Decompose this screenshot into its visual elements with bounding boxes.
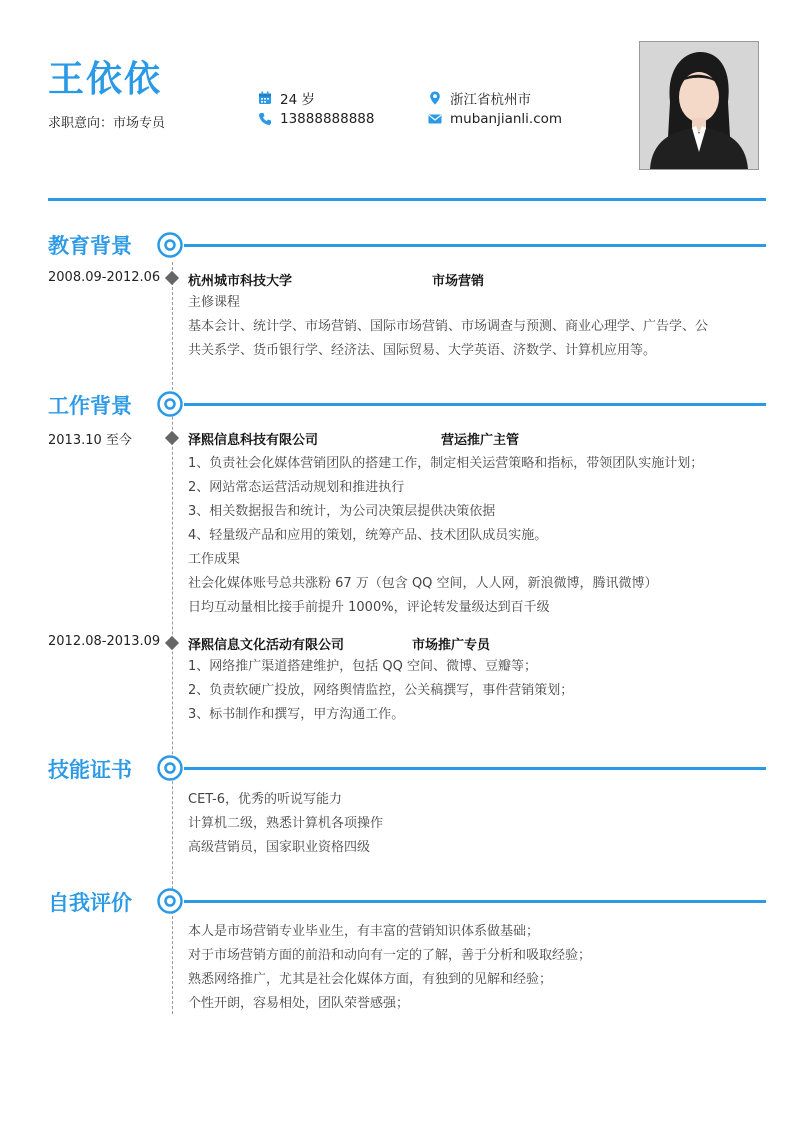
skills-ring-icon [157, 755, 183, 781]
job-2-company: 泽熙信息文化活动有限公司 [188, 638, 345, 653]
profile-photo [639, 41, 759, 170]
candidate-name: 王依依 [48, 59, 163, 100]
header-divider [48, 198, 766, 201]
self-line-2: 对于市场营销方面的前沿和动向有一定的了解，善于分析和吸取经验； [188, 948, 592, 963]
job-1-line-4: 4、轻量级产品和应用的策划，统筹产品、技术团队成员实施。 [188, 528, 548, 543]
courses-line-2: 共关系学、货币银行学、经济法、国际贸易、大学英语、济数学、计算机应用等。 [188, 343, 657, 358]
skill-2: 计算机二级，熟悉计算机各项操作 [188, 816, 384, 831]
age-text: 24 岁 [280, 92, 315, 108]
courses-line-1: 基本会计、统计学、市场营销、国际市场营销、市场调查与预测、商业心理学、广告学、公 [188, 319, 709, 334]
job-1-role: 营运推广主管 [441, 433, 520, 448]
skills-divider [184, 767, 766, 770]
skill-3: 高级营销员，国家职业资格四级 [188, 840, 371, 855]
job-1-marker [165, 431, 179, 445]
calendar-icon [258, 91, 272, 105]
education-marker [165, 271, 179, 285]
job-2-line-1: 1、网络推广渠道搭建维护，包括 QQ 空间、微博、豆瓣等； [188, 659, 538, 674]
job-1-results-title: 工作成果 [188, 552, 241, 567]
email-text: mubanjianli.com [450, 111, 563, 127]
self-line-3: 熟悉网络推广，尤其是社会化媒体方面，有独到的见解和经验； [188, 972, 553, 987]
job-1-line-1: 1、负责社会化媒体营销团队的搭建工作，制定相关运营策略和指标，带领团队实施计划； [188, 456, 704, 471]
self-ring-icon [157, 888, 183, 914]
job-2-role: 市场推广专员 [412, 638, 491, 653]
work-ring-icon [157, 391, 183, 417]
job-1-result-1: 社会化媒体账号总共涨粉 67 万（包含 QQ 空间，人人网，新浪微博，腾讯微博） [188, 576, 658, 591]
phone-text: 13888888888 [280, 111, 375, 127]
education-date: 2008.09-2012.06 [48, 270, 161, 285]
skills-title: 技能证书 [48, 758, 132, 782]
location-text: 浙江省杭州市 [450, 92, 531, 108]
location-pin-icon [428, 91, 442, 105]
skill-1: CET-6，优秀的听说写能力 [188, 792, 343, 807]
job-1-line-2: 2、网站常态运营活动规划和推进执行 [188, 480, 405, 495]
education-divider [184, 244, 766, 247]
job-1-line-3: 3、相关数据报告和统计，为公司决策层提供决策依据 [188, 504, 496, 519]
job-2-marker [165, 636, 179, 650]
job-2-line-3: 3、标书制作和撰写，甲方沟通工作。 [188, 707, 405, 722]
self-divider [184, 900, 766, 903]
job-2-date: 2012.08-2013.09 [48, 634, 161, 649]
education-school: 杭州城市科技大学 [188, 274, 293, 289]
email-info [428, 111, 562, 127]
self-line-1: 本人是市场营销专业毕业生，有丰富的营销知识体系做基础； [188, 924, 540, 939]
courses-title: 主修课程 [188, 295, 241, 310]
job-1-company: 泽熙信息科技有限公司 [188, 433, 319, 448]
self-title: 自我评价 [48, 891, 132, 915]
phone-info [258, 111, 374, 127]
location-info [428, 88, 531, 108]
job-1-date: 2013.10 至今 [48, 433, 132, 448]
work-title: 工作背景 [48, 394, 132, 418]
education-ring-icon [157, 232, 183, 258]
job-2-line-2: 2、负责软硬广投放，网络舆情监控，公关稿撰写，事件营销策划； [188, 683, 574, 698]
education-title: 教育背景 [48, 234, 132, 258]
work-divider [184, 403, 766, 406]
education-major: 市场营销 [432, 274, 485, 289]
age-info [258, 88, 315, 108]
mail-icon [428, 112, 442, 126]
phone-icon [258, 112, 272, 126]
job-1-result-2: 日均互动量相比接手前提升 1000%，评论转发量级达到百千级 [188, 600, 550, 615]
self-line-4: 个性开朗，容易相处，团队荣誉感强； [188, 996, 410, 1011]
job-objective: 求职意向：市场专员 [48, 116, 166, 131]
